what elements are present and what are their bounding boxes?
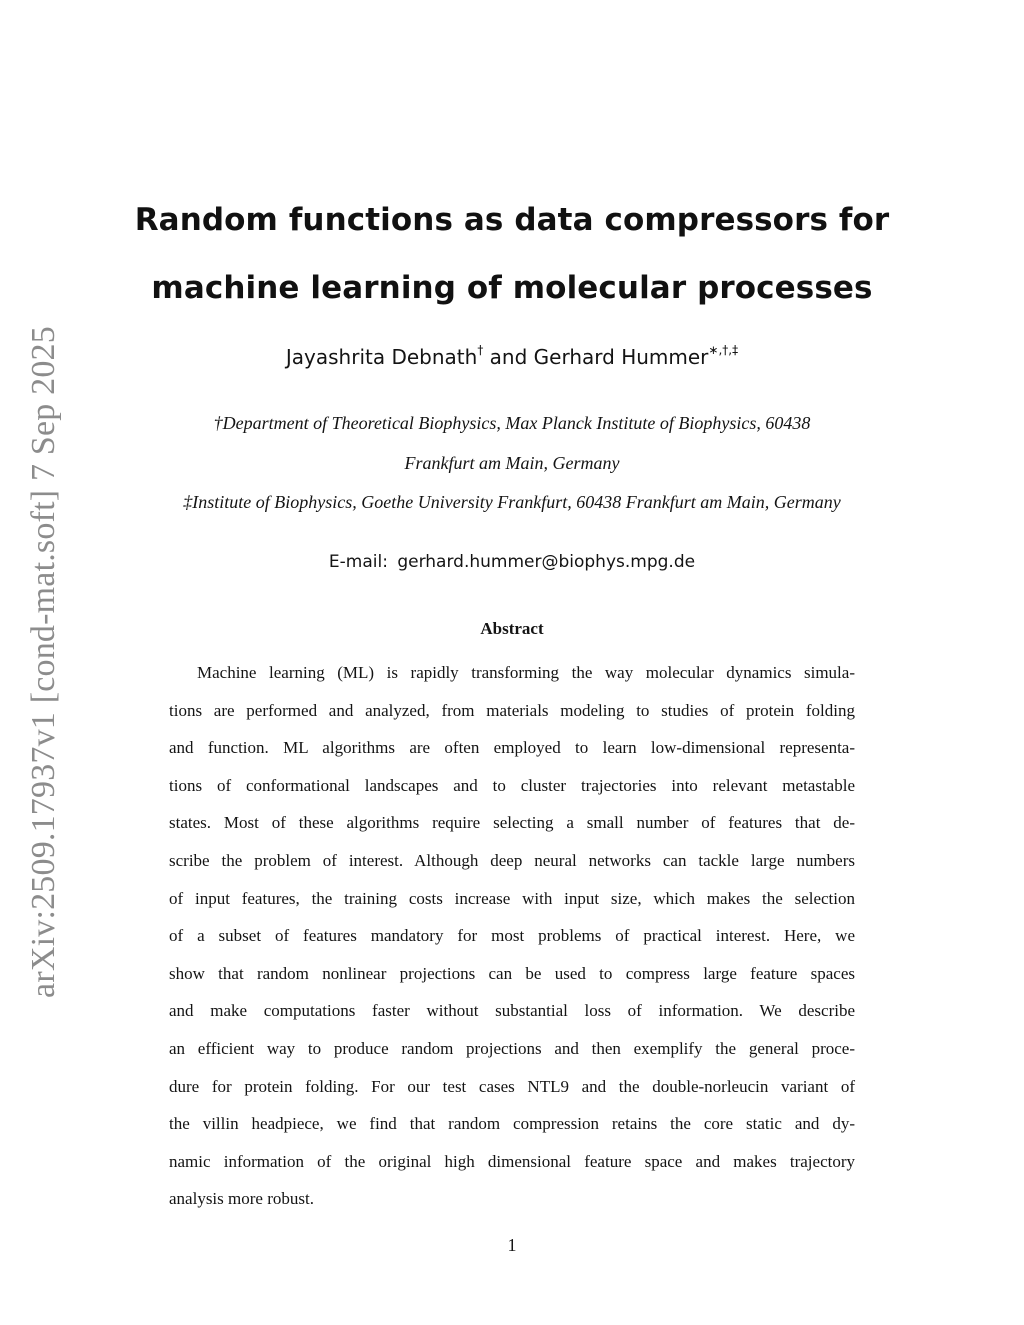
author-name: Gerhard Hummer xyxy=(533,345,709,369)
author-list xyxy=(0,345,1024,369)
title-line-2: machine learning of molecular processes xyxy=(151,270,873,306)
abstract-line: and function. ML algorithms are often employed to learn low-dimensional representa- xyxy=(169,738,855,758)
abstract-line: scribe the problem of interest. Although deep neural networks can tackle large numbers xyxy=(169,850,855,870)
abstract-line: analysis more robust. xyxy=(169,1189,314,1209)
author-affiliation-marks: † xyxy=(477,343,484,358)
author-affiliation-marks: ∗,†,‡ xyxy=(708,343,739,358)
affiliation-line: †Department of Theoretical Biophysics, Max Planck Institute of Biophysics, 60438 xyxy=(213,413,811,433)
title-line-1: Random functions as data compressors for xyxy=(134,202,890,238)
abstract-line: Machine learning (ML) is rapidly transforming the way molecular dynamics simula- xyxy=(197,663,855,682)
affiliation-line: ‡Institute of Biophysics, Goethe University Frankfurt, 60438 Frankfurt am Main, Germany xyxy=(183,492,841,512)
abstract-line: and make computations faster without substantial loss of information. We describe xyxy=(169,1001,855,1021)
paper-title xyxy=(0,186,1024,322)
page-number: 1 xyxy=(507,1235,517,1255)
author-name: Jayashrita Debnath xyxy=(285,345,478,369)
abstract-line: namic information of the original high dimensional feature space and makes trajectory xyxy=(169,1151,855,1171)
abstract-line: states. Most of these algorithms require selecting a small number of features that de- xyxy=(169,813,855,833)
author-conjunction: and xyxy=(489,345,528,369)
abstract-line: dure for protein folding. For our test cases NTL9 and the double-norleucin variant of xyxy=(169,1076,855,1096)
corresponding-email xyxy=(0,552,1024,572)
abstract-line: of a subset of features mandatory for most problems of practical interest. Here, we xyxy=(169,926,855,946)
abstract-body xyxy=(169,659,855,1223)
email-label: E-mail: xyxy=(328,552,388,572)
abstract-line: of input features, the training costs increase with input size, which makes the selection xyxy=(169,888,855,908)
abstract-line: tions of conformational landscapes and to cluster trajectories into relevant metastable xyxy=(169,775,855,795)
abstract-heading: Abstract xyxy=(480,619,544,638)
email-address: gerhard.hummer@biophys.mpg.de xyxy=(397,552,696,572)
abstract-line: show that random nonlinear projections can be used to compress large feature spaces xyxy=(169,963,855,983)
abstract-line: the villin headpiece, we find that random compression retains the core static and dy- xyxy=(169,1114,855,1134)
abstract-line: an efficient way to produce random projections and then exemplify the general proce- xyxy=(169,1038,855,1058)
abstract-line: tions are performed and analyzed, from materials modeling to studies of protein folding xyxy=(169,700,855,720)
affiliation-line: Frankfurt am Main, Germany xyxy=(404,453,620,473)
arxiv-identifier-stamp: arXiv:2509.17937v1 [cond-mat.soft] 7 Sep 2025 xyxy=(25,326,62,998)
